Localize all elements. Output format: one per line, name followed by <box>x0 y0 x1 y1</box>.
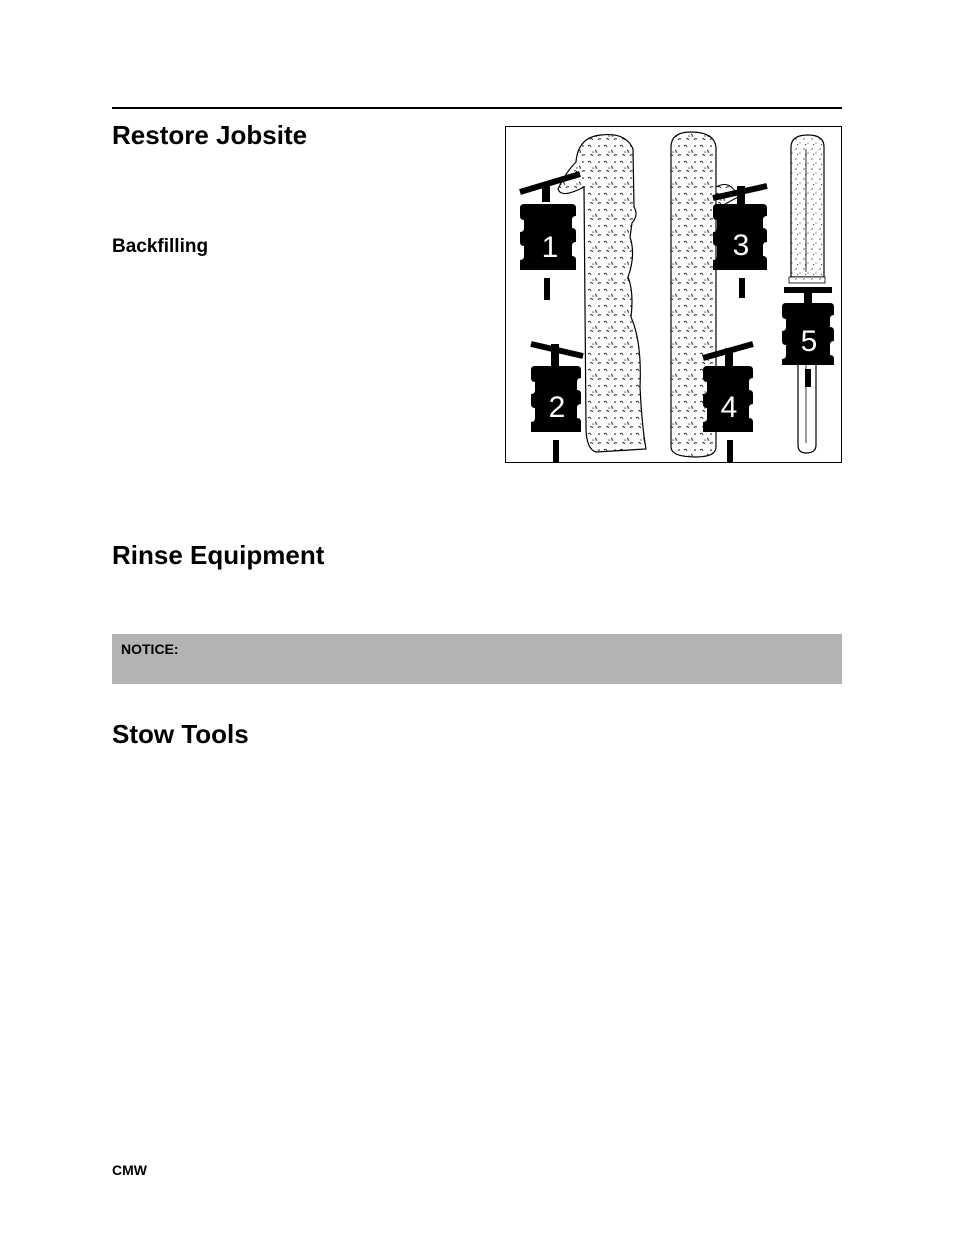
footer-text: CMW <box>112 1162 147 1178</box>
label-5: 5 <box>800 325 818 358</box>
backfilling-figure <box>505 126 842 463</box>
label-3: 3 <box>732 229 750 262</box>
rinse-equipment-heading: Rinse Equipment <box>112 540 325 570</box>
notice-label: NOTICE: <box>121 641 179 657</box>
stow-tools-heading: Stow Tools <box>112 719 249 749</box>
notice-box <box>112 634 842 684</box>
label-1: 1 <box>541 231 559 264</box>
label-2: 2 <box>548 391 566 424</box>
machine-5 <box>782 287 834 387</box>
restore-jobsite-heading: Restore Jobsite <box>112 120 308 150</box>
backfilling-heading: Backfilling <box>112 236 209 257</box>
trench-filled <box>791 135 824 277</box>
machine-2 <box>531 344 583 462</box>
label-4: 4 <box>720 391 738 424</box>
top-rule <box>112 107 842 109</box>
